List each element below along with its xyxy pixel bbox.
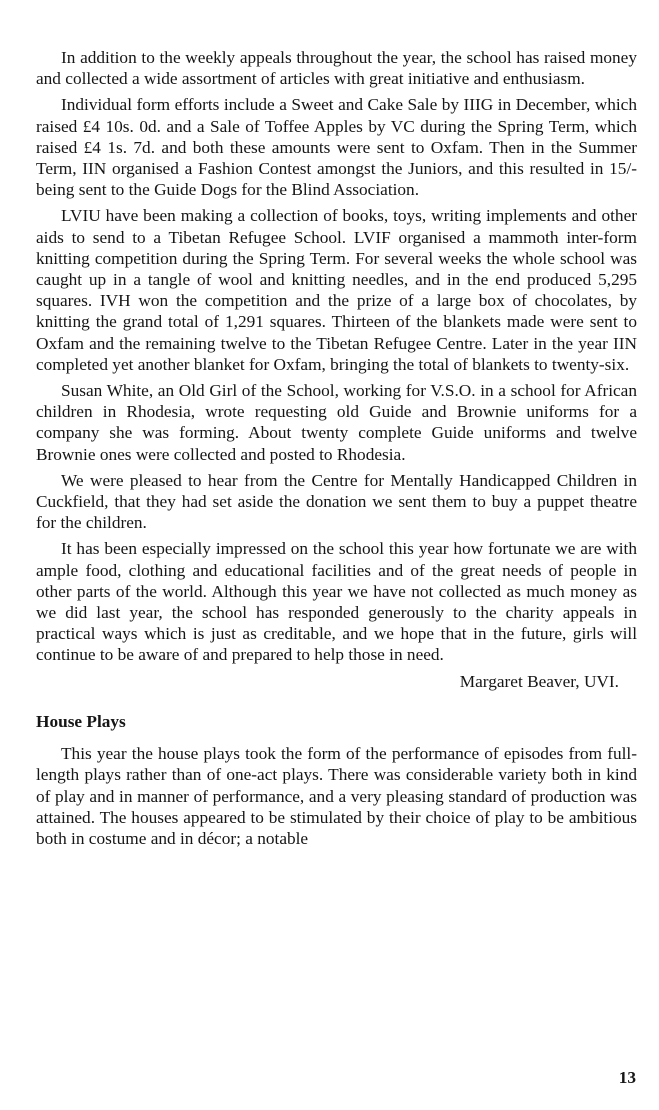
section-heading: House Plays [36,711,126,731]
page-number: 13 [618,1068,636,1087]
article-body [36,47,637,854]
paragraph-knitting-competition: LVIU have been making a collection of books, toys, writing implements and other aids to send to a Tibetan Refugee School. LVIF organised a mammoth inter-form knitting competition during the Spring Term. For several weeks the whole school was caught up in a tangle of wool and knitting needles, and in the end produced 5,295 squares. IVH won the competition and the prize of a large box of chocolates, by knitting the grand total of 1,291 squares. Thirteen of the blankets made were sent to Oxfam and the remaining twelve to the Tibetan Refugee Centre. Later in the year IIN completed yet another blanket for Oxfam, bringing the total of blankets to twenty-six. [36,206,637,374]
paragraph-conclusion: It has been especially impressed on the school this year how fortunate we are with ample food, clothing and educational facilities and of the great needs of people in other parts of the world. Although this year we have not collected as much money as we did last year, the school has responded generously to the charity appeals in practical ways which is just as creditable, and we hope that in the future, girls will continue to be aware of and prepared to help those in need. [36,539,637,665]
paragraph-form-efforts: Individual form efforts include a Sweet and Cake Sale by IIIG in December, which raised £4 10s. 0d. and a Sale of Toffee Apples by VC during the Spring Term, which raised £4 1s. 7d. and both these amounts were sent to Oxfam. Then in the Summer Term, IIN organised a Fashion Contest amongst the Juniors, and this resulted in 15/- being sent to the Guide Dogs for the Blind Association. [36,95,637,200]
paragraph-appeals-intro: In addition to the weekly appeals throughout the year, the school has raised money and collected a wide assortment of articles with great initiative and enthusiasm. [36,48,637,89]
paragraph-uniforms: Susan White, an Old Girl of the School, working for V.S.O. in a school for African children in Rhodesia, wrote requesting old Guide and Brownie uniforms for a company she was forming. About twenty complete Guide uniforms and twelve Brownie ones were collected and posted to Rhodesia. [36,381,637,464]
author-signature: Margaret Beaver, UVI. [459,671,619,691]
paragraph-cuckfield-centre: We were pleased to hear from the Centre for Mentally Handicapped Children in Cuckfield, that they had set aside the donation we sent them to buy a puppet theatre for the children. [36,470,637,533]
paragraph-house-plays: This year the house plays took the form of the performance of episodes from full-length plays rather than of one-act plays. There was considerable variety both in kind of play and in manner of performance, and a very pleasing standard of production was attained. The houses appeared to be stimulated by their choice of play to be ambitious both in costume and in décor; a notable [36,744,637,848]
